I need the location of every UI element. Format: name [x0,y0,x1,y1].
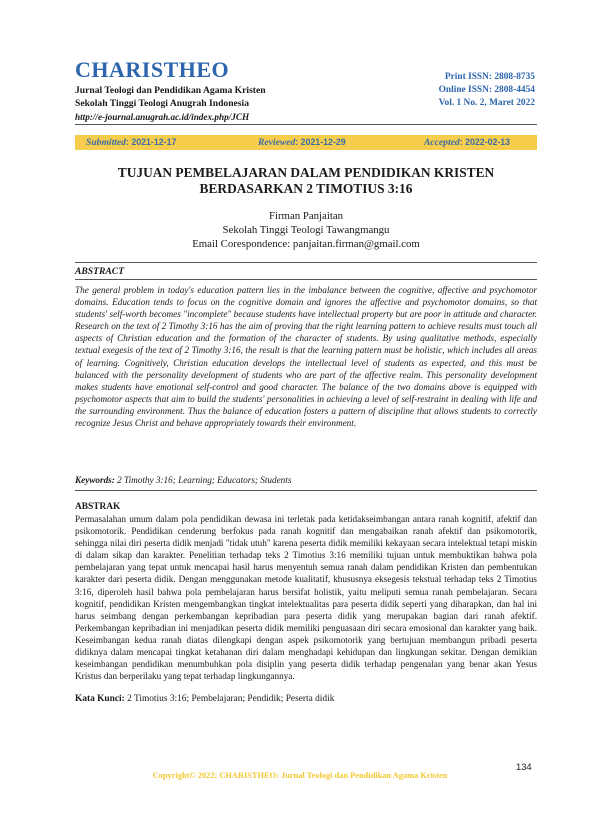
journal-subtitle-line1: Jurnal Teologi dan Pendidikan Agama Kristen [75,85,266,96]
keywords [75,475,291,485]
author-affiliation: Sekolah Tinggi Teologi Tawangmangu [222,224,390,236]
print-issn: Print ISSN: 2808-8735 [444,72,535,82]
volume-info: Vol. 1 No. 2, Maret 2022 [438,98,535,108]
online-issn: Online ISSN: 2808-4454 [438,85,535,95]
issn-block [439,71,535,110]
copyright-notice: Copyright© 2022; CHARISTHEO: Jurnal Teologi dan Pendidikan Agama Kristen [152,771,448,780]
accepted-date: Accepted: 2022-02-13 [424,137,511,148]
date-bar [75,135,537,150]
header-divider [75,124,537,125]
reviewed-date: Reviewed: 2021-12-29 [258,137,346,148]
abstract-text: The general problem in today's education pattern lies in the imbalance between the cognitive, affective and psychomotor domains. Education tends to focus on the cognitive domain and ignores the affective and psychomotor domains, so that students' self-worth becomes "incomplete" because students have intellectual property but are poor in attitude and character. Research on the text of 2 Timothy 3:16 has the aim of proving that the right learning pattern to achieve results must touch all aspects of Christian education and the formation of the character of students. By using qualitative methods, especially textual exegesis of the text of 2 Timothy 3:16, the result is that the learning pattern must be holistic, which includes all areas of learning. Cognitively, Christian education develops the intellectual level of students as expected, and this must be balanced with the personality development of students who are part of the affective realm. This personality development makes students have emotional self-control and good character. The balance of the two domains above is equipped with psychomotor aspects that aim to build the students' personalities in achieving a level of self-restraint in dealing with life and the surrounding environment. Thus the balance of education fosters a pattern of discipline that allows students to correctly recognize Jesus Christ and behave appropriately towards their environment. [75,285,537,429]
author-email: Email Corespondence: panjaitan.firman@gmail.com [192,238,420,250]
abstrak-top-rule [75,490,537,491]
kata-kunci [75,694,334,704]
abstrak-heading: ABSTRAK [75,502,121,512]
kata-kunci-list: 2 Timotius 3:16; Pembelajaran; Pendidik; Peserta didik [124,694,335,704]
page-number: 134 [516,761,532,772]
author-block [75,209,537,251]
author-name: Firman Panjaitan [268,210,344,222]
journal-url[interactable]: http://e-journal.anugrah.ac.id/index.php/JCH [75,112,250,122]
submitted-date: Submitted: 2021-12-17 [86,137,177,148]
abstract-heading: ABSTRACT [75,266,125,277]
keywords-list: 2 Timothy 3:16; Learning; Educators; Students [114,475,292,485]
article-title [75,165,537,197]
article-title-line1: TUJUAN PEMBELAJARAN DALAM PENDIDIKAN KRISTEN [117,165,495,180]
abstract-heading-rule [75,279,537,280]
kata-kunci-label: Kata Kunci: [75,694,125,704]
abstrak-text: Permasalahan umum dalam pola pendidikan dewasa ini terletak pada ketidakseimbangan antara ranah kognitif, afektif dan psikomotorik. Pendidikan cenderung berfokus pada ranah kognitif dan mengabaikan ranah afektif dan psikomotorik, sehingga nilai diri peserta didik menjadi "tidak utuh" karena peserta didik memiliki kekayaan secara intelektual tetapi miskin di dalam sikap dan karakter. Penelitian terhadap teks 2 Timotius 3:16 memiliki tujuan untuk membuktikan bahwa pola pembelajaran yang tepat untuk mencapai hasil harus menyentuh semua ranah dalam pendidikan Kristen dan pembentukan karakter dari peserta didik. Dengan menggunakan metode kualitatif, khususnya eksegesis tekstual terhadap teks 2 Timotius 3:16, diperoleh hasil bahwa pola pembelajaran harus bersifat holistik, yaitu meliputi semua ranah pembelajaran. Secara kognitif, pendidikan Kristen mengembangkan tingkat intelektualitas para peserta didik seperti yang diharapkan, dan hal ini harus seimbang dengan perkembangan kepribadian para peserta didik yang merupakan bagian dari ranah afektif. Perkembangan kepribadian ini menjadikan peserta didik memiliki penguasaan diri secara emosional dan karakter yang baik. Keseimbangan kedua ranah diatas dilengkapi dengan aspek psikomotorik yang bertujuan membangun pribadi peserta didiknya dalam mencapai tingkat ketahanan diri dalam menghadapi kehidupan dan lingkungan sekitar. Dengan demikian keseimbangan pendidikan menumbuhkan pola disiplin yang peserta didik terhadap pengenalan yang benar akan Yesus Kristus dan berperilaku yang tepat terhadap lingkungannya. [75,514,537,682]
article-title-line2: BERDASARKAN 2 TIMOTIUS 3:16 [199,181,413,196]
keywords-label: Keywords: [75,475,115,485]
journal-subtitle [75,84,266,110]
journal-subtitle-line2: Sekolah Tinggi Teologi Anugrah Indonesia [75,98,250,109]
journal-name: CHARISTHEO [75,57,230,82]
abstract-top-rule [75,262,537,263]
